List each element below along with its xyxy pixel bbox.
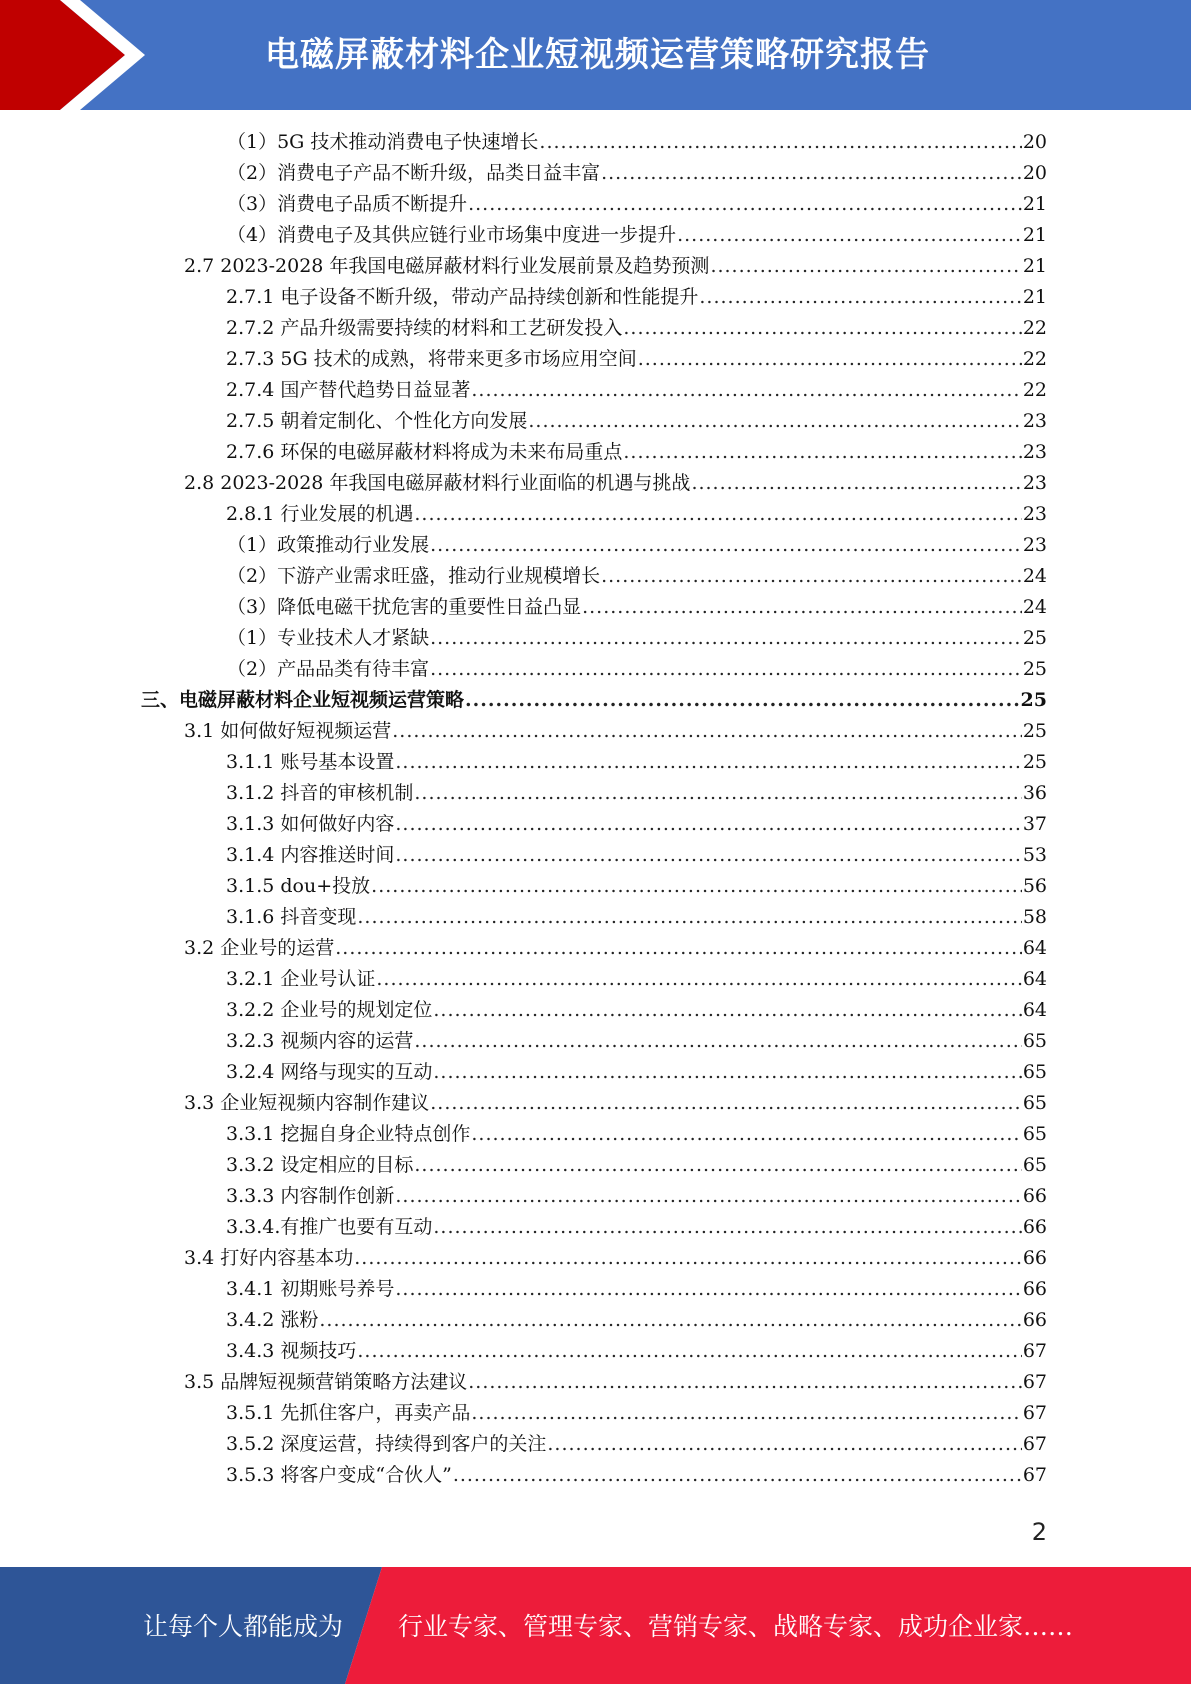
toc-entry-label: （4）消费电子及其供应链行业市场集中度进一步提升 <box>227 224 677 246</box>
toc-entry[interactable] <box>226 437 1047 468</box>
toc-leader-dots <box>465 685 1020 716</box>
toc-entry-label: （2）消费电子产品不断升级，品类日益丰富 <box>227 162 601 184</box>
toc-entry[interactable] <box>226 964 1047 995</box>
page-footer <box>0 1567 1191 1684</box>
toc-page-number: 25 <box>1022 751 1047 773</box>
toc-leader-dots <box>414 1026 1021 1057</box>
toc-entry[interactable] <box>226 1212 1047 1243</box>
toc-entry[interactable] <box>227 158 1047 189</box>
toc-entry-label: （2）下游产业需求旺盛，推动行业规模增长 <box>227 565 601 587</box>
toc-leader-dots <box>623 313 1021 344</box>
toc-page-number: 64 <box>1022 937 1047 959</box>
toc-entry[interactable] <box>184 251 1047 282</box>
toc-entry[interactable] <box>226 840 1047 871</box>
toc-leader-dots <box>677 220 1022 251</box>
toc-leader-dots <box>468 1367 1022 1398</box>
toc-page-number: 66 <box>1022 1247 1047 1269</box>
toc-entry-label: 3.1.2 抖音的审核机制 <box>226 782 414 804</box>
toc-page-number: 64 <box>1022 999 1047 1021</box>
toc-leader-dots <box>433 995 1021 1026</box>
toc-entry[interactable] <box>226 313 1047 344</box>
toc-entry-label: 3.3.3 内容制作创新 <box>226 1185 395 1207</box>
toc-leader-dots <box>453 1460 1022 1491</box>
toc-page-number: 23 <box>1022 472 1047 494</box>
toc-entry[interactable] <box>184 716 1047 747</box>
toc-leader-dots <box>471 1398 1021 1429</box>
toc-page-number: 20 <box>1022 131 1047 153</box>
toc-leader-dots <box>528 406 1021 437</box>
header-chevron-decoration <box>0 0 150 110</box>
toc-entry-label: 2.7.3 5G 技术的成熟，将带来更多市场应用空间 <box>226 348 637 370</box>
toc-entry[interactable] <box>226 344 1047 375</box>
toc-leader-dots <box>433 1057 1021 1088</box>
toc-entry[interactable] <box>226 499 1047 530</box>
toc-leader-dots <box>601 158 1022 189</box>
toc-leader-dots <box>638 344 1022 375</box>
toc-leader-dots <box>430 530 1022 561</box>
toc-leader-dots <box>395 840 1021 871</box>
toc-entry-label: 3.3.4.有推广也要有互动 <box>226 1216 433 1238</box>
toc-page-number: 58 <box>1022 906 1047 928</box>
toc-page-number: 67 <box>1022 1402 1047 1424</box>
toc-entry-label: 3.3.1 挖掘自身企业特点创作 <box>226 1123 471 1145</box>
toc-entry-label: 3.3 企业短视频内容制作建议 <box>184 1092 430 1114</box>
toc-entry[interactable] <box>226 406 1047 437</box>
toc-leader-dots <box>414 1150 1021 1181</box>
toc-entry[interactable] <box>226 1181 1047 1212</box>
toc-leader-dots <box>430 1088 1022 1119</box>
toc-page-number: 22 <box>1022 379 1047 401</box>
toc-page-number: 66 <box>1022 1185 1047 1207</box>
toc-leader-dots <box>319 1305 1021 1336</box>
toc-page-number: 24 <box>1022 596 1047 618</box>
toc-entry[interactable] <box>226 282 1047 313</box>
toc-entry[interactable] <box>226 902 1047 933</box>
toc-entry-label: 3.1.4 内容推送时间 <box>226 844 395 866</box>
toc-page-number: 67 <box>1022 1340 1047 1362</box>
toc-entry-label: （1）政策推动行业发展 <box>227 534 430 556</box>
toc-page-number: 21 <box>1022 224 1047 246</box>
toc-page-number: 56 <box>1022 875 1047 897</box>
toc-page-number: 22 <box>1022 348 1047 370</box>
toc-leader-dots <box>539 127 1021 158</box>
toc-chapter-entry[interactable] <box>141 685 1047 716</box>
toc-entry[interactable] <box>227 561 1047 592</box>
toc-page-number: 66 <box>1022 1278 1047 1300</box>
toc-entry[interactable] <box>226 809 1047 840</box>
toc-page-number: 67 <box>1022 1464 1047 1486</box>
toc-entry-label: 3.5.1 先抓住客户，再卖产品 <box>226 1402 471 1424</box>
toc-entry[interactable] <box>226 871 1047 902</box>
toc-entry-label: 3.2.2 企业号的规划定位 <box>226 999 433 1021</box>
toc-entry-label: 三、电磁屏蔽材料企业短视频运营策略 <box>141 689 465 711</box>
toc-entry[interactable] <box>184 1088 1047 1119</box>
toc-leader-dots <box>335 933 1022 964</box>
toc-page-number: 65 <box>1022 1061 1047 1083</box>
toc-leader-dots <box>395 747 1021 778</box>
document-title: 电磁屏蔽材料企业短视频运营策略研究报告 <box>265 35 930 75</box>
toc-leader-dots <box>433 1212 1021 1243</box>
toc-leader-dots <box>471 375 1021 406</box>
toc-page-number: 23 <box>1022 534 1047 556</box>
toc-page-number: 65 <box>1022 1154 1047 1176</box>
toc-entry-label: 3.1.6 抖音变现 <box>226 906 357 928</box>
toc-entry[interactable] <box>227 220 1047 251</box>
page-number: 2 <box>1031 1518 1047 1546</box>
toc-leader-dots <box>357 902 1021 933</box>
toc-page-number: 66 <box>1022 1309 1047 1331</box>
toc-entry[interactable] <box>227 189 1047 220</box>
toc-page-number: 21 <box>1022 193 1047 215</box>
toc-leader-dots <box>710 251 1021 282</box>
toc-leader-dots <box>376 964 1021 995</box>
toc-entry[interactable] <box>226 375 1047 406</box>
toc-entry-label: 2.7.4 国产替代趋势日益显著 <box>226 379 471 401</box>
toc-page-number: 23 <box>1022 441 1047 463</box>
toc-leader-dots <box>471 1119 1021 1150</box>
toc-page-number: 25 <box>1022 658 1047 680</box>
toc-page-number: 65 <box>1022 1030 1047 1052</box>
toc-entry-label: 3.2 企业号的运营 <box>184 937 335 959</box>
toc-page-number: 21 <box>1022 286 1047 308</box>
toc-entry[interactable] <box>184 1367 1047 1398</box>
toc-entry[interactable] <box>226 747 1047 778</box>
toc-leader-dots <box>601 561 1022 592</box>
toc-entry-label: 3.2.1 企业号认证 <box>226 968 376 990</box>
toc-leader-dots <box>395 809 1021 840</box>
toc-leader-dots <box>354 1243 1022 1274</box>
toc-entry-label: 3.3.2 设定相应的目标 <box>226 1154 414 1176</box>
toc-entry-label: 2.7.5 朝着定制化、个性化方向发展 <box>226 410 528 432</box>
toc-page-number: 67 <box>1022 1371 1047 1393</box>
footer-slogan-right: 行业专家、管理专家、营销专家、战略专家、成功企业家…… <box>398 1612 1074 1641</box>
toc-entry[interactable] <box>184 1243 1047 1274</box>
toc-leader-dots <box>414 499 1021 530</box>
toc-entry[interactable] <box>226 1398 1047 1429</box>
toc-page-number: 24 <box>1022 565 1047 587</box>
toc-entry-label: 3.4 打好内容基本功 <box>184 1247 354 1269</box>
toc-page-number: 36 <box>1022 782 1047 804</box>
toc-entry[interactable] <box>226 1150 1047 1181</box>
toc-page-number: 23 <box>1022 410 1047 432</box>
toc-entry-label: 2.7.1 电子设备不断升级，带动产品持续创新和性能提升 <box>226 286 699 308</box>
toc-leader-dots <box>395 1274 1021 1305</box>
toc-entry-label: 2.7 2023-2028 年我国电磁屏蔽材料行业发展前景及趋势预测 <box>184 255 710 277</box>
toc-leader-dots <box>691 468 1021 499</box>
toc-page-number: 53 <box>1022 844 1047 866</box>
toc-entry[interactable] <box>227 592 1047 623</box>
page-header <box>0 0 1191 110</box>
toc-entry-label: 3.1.5 dou+投放 <box>226 875 371 897</box>
toc-entry-label: 2.7.6 环保的电磁屏蔽材料将成为未来布局重点 <box>226 441 623 463</box>
toc-entry-label: 2.8 2023-2028 年我国电磁屏蔽材料行业面临的机遇与挑战 <box>184 472 691 494</box>
toc-entry-label: 2.7.2 产品升级需要持续的材料和工艺研发投入 <box>226 317 623 339</box>
toc-leader-dots <box>371 871 1022 902</box>
toc-entry[interactable] <box>227 530 1047 561</box>
toc-entry[interactable] <box>226 1119 1047 1150</box>
toc-entry[interactable] <box>226 1460 1047 1491</box>
footer-slogan-left: 让每个人都能成为 <box>143 1612 344 1641</box>
toc-entry[interactable] <box>227 654 1047 685</box>
toc-page-number: 66 <box>1022 1216 1047 1238</box>
toc-page-number: 22 <box>1022 317 1047 339</box>
toc-entry[interactable] <box>226 1336 1047 1367</box>
toc-entry[interactable] <box>226 1305 1047 1336</box>
toc-page-number: 65 <box>1022 1123 1047 1145</box>
toc-page-number: 64 <box>1022 968 1047 990</box>
toc-page-number: 25 <box>1022 720 1047 742</box>
toc-entry[interactable] <box>226 1274 1047 1305</box>
toc-page-number: 67 <box>1022 1433 1047 1455</box>
toc-leader-dots <box>430 623 1022 654</box>
toc-leader-dots <box>699 282 1021 313</box>
toc-page-number: 37 <box>1022 813 1047 835</box>
toc-entry-label: （1）5G 技术推动消费电子快速增长 <box>227 131 539 153</box>
toc-entry-label: 2.8.1 行业发展的机遇 <box>226 503 414 525</box>
toc-entry-label: （1）专业技术人才紧缺 <box>227 627 430 649</box>
toc-entry-label: 3.4.1 初期账号养号 <box>226 1278 395 1300</box>
toc-entry-label: 3.1 如何做好短视频运营 <box>184 720 392 742</box>
toc-entry[interactable] <box>227 127 1047 158</box>
toc-entry[interactable] <box>226 1429 1047 1460</box>
toc-entry[interactable] <box>184 468 1047 499</box>
toc-entry[interactable] <box>226 778 1047 809</box>
toc-leader-dots <box>414 778 1021 809</box>
toc-leader-dots <box>357 1336 1021 1367</box>
toc-entry-label: （3）降低电磁干扰危害的重要性日益凸显 <box>227 596 582 618</box>
toc-entry[interactable] <box>226 995 1047 1026</box>
toc-entry-label: 3.4.2 涨粉 <box>226 1309 319 1331</box>
toc-page-number: 23 <box>1022 503 1047 525</box>
toc-entry-label: 3.1.1 账号基本设置 <box>226 751 395 773</box>
toc-entry[interactable] <box>184 933 1047 964</box>
toc-page-number: 65 <box>1022 1092 1047 1114</box>
toc-entry-label: （3）消费电子品质不断提升 <box>227 193 468 215</box>
toc-entry-label: （2）产品品类有待丰富 <box>227 658 430 680</box>
toc-entry[interactable] <box>227 623 1047 654</box>
toc-page-number: 21 <box>1022 255 1047 277</box>
toc-entry[interactable] <box>226 1057 1047 1088</box>
toc-entry-label: 3.5.2 深度运营，持续得到客户的关注 <box>226 1433 547 1455</box>
toc-leader-dots <box>395 1181 1021 1212</box>
toc-entry-label: 3.5 品牌短视频营销策略方法建议 <box>184 1371 468 1393</box>
toc-page-number: 25 <box>1020 689 1047 711</box>
toc-page-number: 25 <box>1022 627 1047 649</box>
toc-entry-label: 3.4.3 视频技巧 <box>226 1340 357 1362</box>
toc-leader-dots <box>430 654 1022 685</box>
toc-page-number: 20 <box>1022 162 1047 184</box>
toc-entry-label: 3.2.4 网络与现实的互动 <box>226 1061 433 1083</box>
toc-entry[interactable] <box>226 1026 1047 1057</box>
toc-leader-dots <box>468 189 1022 220</box>
toc-leader-dots <box>623 437 1021 468</box>
toc-leader-dots <box>392 716 1022 747</box>
toc-entry-label: 3.2.3 视频内容的运营 <box>226 1030 414 1052</box>
toc-leader-dots <box>547 1429 1021 1460</box>
toc-leader-dots <box>582 592 1022 623</box>
toc-entry-label: 3.5.3 将客户变成“合伙人” <box>226 1464 452 1486</box>
toc-entry-label: 3.1.3 如何做好内容 <box>226 813 395 835</box>
